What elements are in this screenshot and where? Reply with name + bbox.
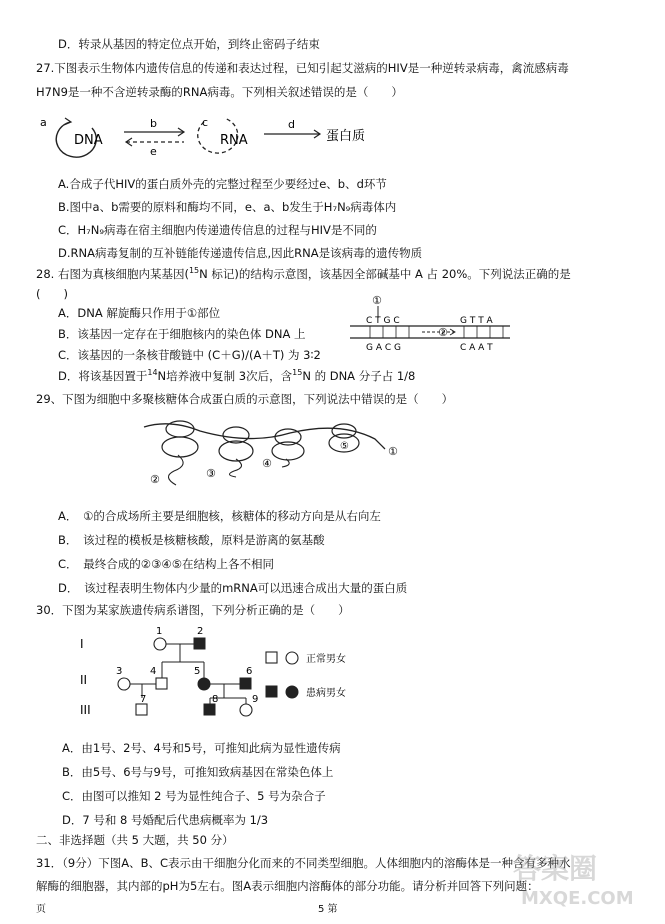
q29-polyribosome-diagram <box>140 415 410 495</box>
arrowhead <box>64 118 71 125</box>
q27-option-c: C．H₇N₉病毒在宿主细胞内传递遗传信息的过程与HIV是不同的 <box>58 223 377 237</box>
q30-pedigree-chart <box>76 622 376 722</box>
id-6: 6 <box>246 666 253 677</box>
id-3: 3 <box>116 666 123 677</box>
q30-option-c: C．由图可以推知 2 号为显性纯合子、5 号为杂合子 <box>62 789 326 803</box>
bottom-bases-left: G A C G <box>366 343 401 353</box>
q27-central-dogma-diagram <box>36 108 396 168</box>
id-9: 9 <box>252 694 259 705</box>
individual-1-female-normal <box>154 638 166 650</box>
watermark-text-1: 答案圈 <box>513 852 598 885</box>
q28-gene-diagram <box>350 292 520 360</box>
q31-stem-line2: 解酶的细胞器，其内部的pH为5左右。图A表示细胞内溶酶体的部分功能。请分析并回答下列问题： <box>36 879 539 893</box>
individual-4-male-normal <box>156 678 167 689</box>
ribosome-large-1 <box>162 437 198 457</box>
q27-stem-line2: H7N9是一种不含逆转录酶的RNA病毒。下列相关叙述错误的是（ ） <box>36 85 403 99</box>
legend-male-normal <box>266 652 277 663</box>
watermark-text-2: MXQE.COM <box>521 888 634 909</box>
legend-male-affected <box>266 686 277 697</box>
q29-option-a: A． ①的合成场所主要是细胞核，核糖体的移动方向是从右向左 <box>58 509 381 523</box>
marker-2: ② <box>438 326 448 339</box>
q28-stem-line1: 28. 右图为真核细胞内某基因($^{15}$N 标记)的结构示意图，该基因全部碱基中 A 占 20%。下列说法正确的是 <box>36 266 571 281</box>
ribosome-large-2 <box>219 441 253 461</box>
section-title-nonchoice: 二、非选择题（共 5 大题，共 50 分） <box>36 833 234 847</box>
label-b: b <box>150 117 157 130</box>
id-4: 4 <box>150 666 157 677</box>
label-a: a <box>40 116 47 129</box>
bottom-bases-right: C A A T <box>460 343 493 353</box>
q27-option-a: A.合成子代HIV的蛋白质外壳的完整过程至少要经过e、b、d环节 <box>58 177 387 191</box>
q27-option-b: B.图中a、b需要的原料和酶均不同，e、a、b发生于H₇N₉病毒体内 <box>58 200 397 214</box>
q30-option-a: A．由1号、2号、4号和5号，可推知此病为显性遗传病 <box>62 741 341 755</box>
q30-option-b: B．由5号、6号与9号，可推知致病基因在常染色体上 <box>62 765 334 779</box>
q29-option-d: D． 该过程表明生物体内少量的mRNA可以迅速合成出大量的蛋白质 <box>58 581 408 595</box>
q29-stem: 29、下图为细胞中多聚核糖体合成蛋白质的示意图，下列说法中错误的是（ ） <box>36 392 454 406</box>
legend-affected-label: 患病男女 <box>306 688 346 699</box>
marker-1: ① <box>372 294 382 307</box>
ribosome-small-1 <box>166 421 194 437</box>
q27-stem-line1: 27.下图表示生物体内遗传信息的传递和表达过程，已知引起艾滋病的HIV是一种逆转录病毒，禽流感病毒 <box>36 61 569 75</box>
label-c: c <box>202 116 209 129</box>
individual-6-male-affected <box>240 678 251 689</box>
q26-option-d: D．转录从基因的特定位点开始，到终止密码子结束 <box>58 37 320 51</box>
top-bases-left: C T G C <box>366 316 400 326</box>
q30-option-d: D．7 号和 8 号婚配后代患病概率为 1/3 <box>62 813 269 827</box>
label-dna: DNA <box>74 133 103 148</box>
legend-female-normal <box>286 652 298 664</box>
id-5: 5 <box>194 666 201 677</box>
label-d: d <box>288 118 295 131</box>
individual-5-female-affected <box>198 678 210 690</box>
q28-stem-line2: ( ) <box>36 287 68 301</box>
label-3: ③ <box>206 467 216 480</box>
q29-option-b: B． 该过程的模板是核糖核酸，原料是游离的氨基酸 <box>58 533 325 547</box>
id-8: 8 <box>212 694 219 705</box>
id-2: 2 <box>197 626 204 637</box>
generation-1-label: I <box>80 637 84 651</box>
individual-9-female-normal <box>240 704 252 716</box>
label-protein: 蛋白质 <box>326 129 366 144</box>
label-1: ① <box>388 445 398 458</box>
individual-8-male-affected <box>204 704 215 715</box>
generation-2-label: II <box>80 673 88 687</box>
label-2: ② <box>150 473 160 486</box>
q29-option-c: C． 最终合成的②③④⑤在结构上各不相同 <box>58 557 275 571</box>
label-e: e <box>150 145 157 158</box>
q28-option-c: C．该基因的一条核苷酸链中 (C＋G)/(A＋T) 为 3∶2 <box>58 348 321 362</box>
individual-3-female-normal <box>118 678 130 690</box>
polypeptide-2 <box>168 455 183 485</box>
legend-normal-label: 正常男女 <box>306 654 346 665</box>
id-7: 7 <box>140 694 147 705</box>
q31-stem-line1: 31．（9分）下图A、B、C表示由干细胞分化而来的不同类型细胞。人体细胞内的溶酶体是一种含有多种水 <box>36 856 571 870</box>
top-bases-right: G T T A <box>460 316 493 326</box>
individual-2-male-affected <box>194 638 205 649</box>
label-rna: RNA <box>220 133 248 148</box>
watermark-logo <box>507 848 657 910</box>
label-4: ④ <box>262 457 272 470</box>
q28-option-d: D．将该基因置于$^{14}$N培养液中复制 3次后，含$^{15}$N 的 DNA 分子占 1/8 <box>58 368 416 383</box>
polypeptide-3 <box>229 459 241 477</box>
footer-left: 页 <box>36 904 46 915</box>
q28-option-b: B．该基因一定存在于细胞核内的染色体 DNA 上 <box>58 327 306 341</box>
label-5: ⑤ <box>340 441 349 452</box>
q27-option-d: D.RNA病毒复制的互补链能传递遗传信息,因此RNA是该病毒的遗传物质 <box>58 246 423 260</box>
generation-3-label: III <box>80 703 91 717</box>
ribosome-small-3 <box>275 429 301 445</box>
q30-stem: 30．下图为某家族遗传病系谱图，下列分析正确的是（ ） <box>36 603 350 617</box>
footer-page-number: 5 第 <box>318 904 338 915</box>
q28-option-a: A．DNA 解旋酶只作用于①部位 <box>58 306 221 320</box>
legend-female-affected <box>286 686 298 698</box>
id-1: 1 <box>156 626 163 637</box>
individual-7-male-normal <box>136 704 147 715</box>
